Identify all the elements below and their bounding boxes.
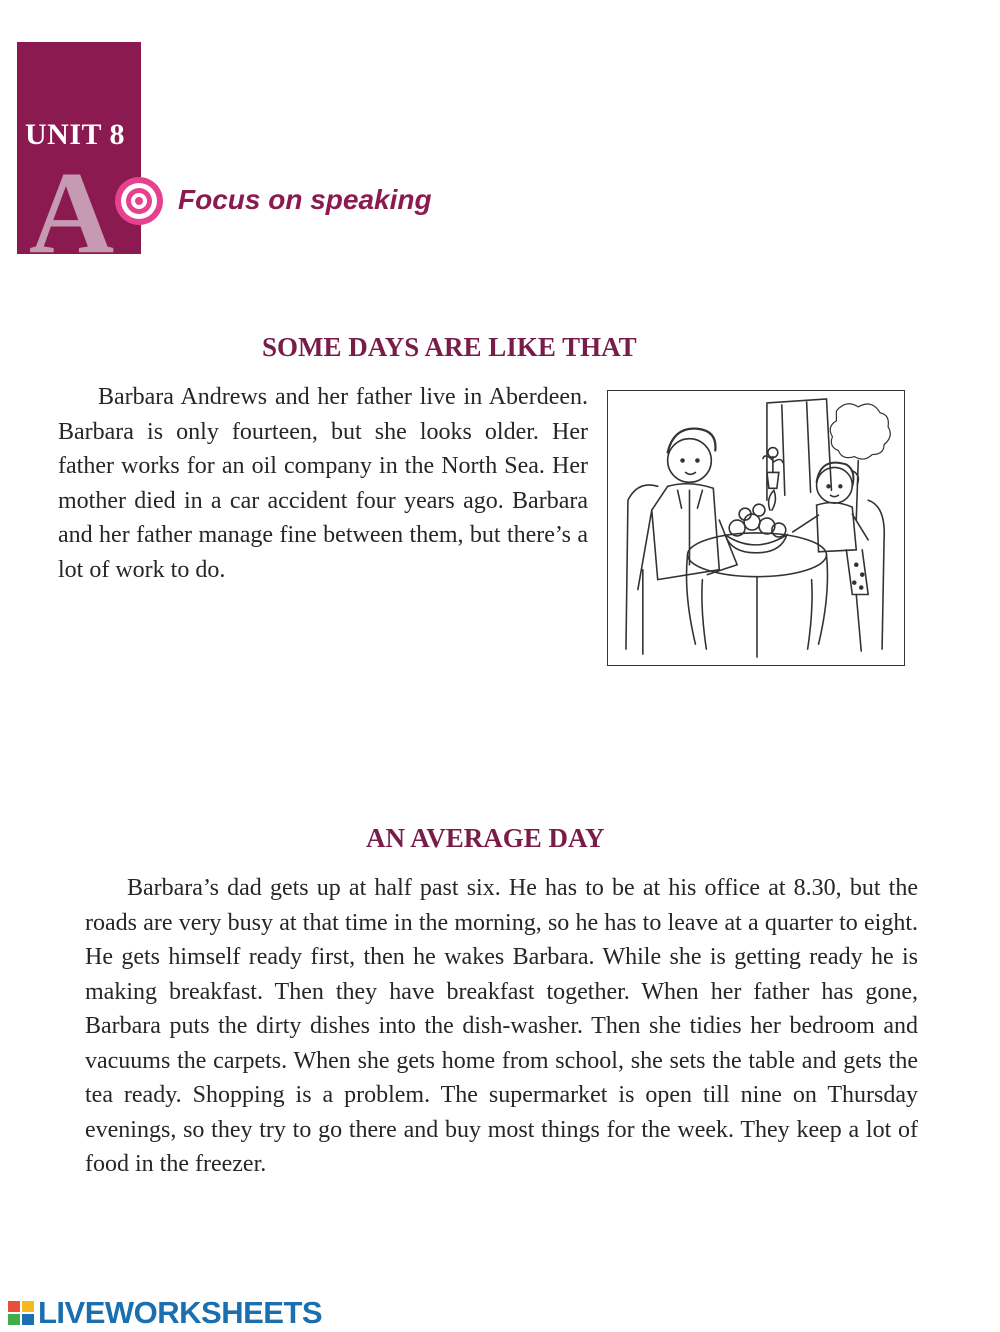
illustration-father-daughter <box>607 390 905 666</box>
intro-paragraph: Barbara Andrews and her father live in Aberdeen. Barbara is only fourteen, but she looks older. Her father works for an oil company in the North Sea. Her mother died in a car accident four years ago. Barbara and her father manage fine between them, but there’s a lot of work to do. <box>58 384 588 583</box>
average-day-paragraph: Barbara’s dad gets up at half past six. He has to be at his office at 8.30, but the roads are very busy at that time in the morning, so he has to leave at a quarter to eight. He gets himself ready first, then he wakes Barbara. While she is getting ready he is making breakfast. Then they have breakfast together. When her father has gone, Barbara puts the dirty dishes into the dish-washer. Then she tidies her bedroom and vacuums the carpets. When she gets home from school, she sets the table and gets the tea ready. Shopping is a problem. The supermarket is open till nine on Thursday evenings, so they try to go there and buy most things for the week. They keep a lot of food in the freezer. <box>85 875 918 1177</box>
brand-logo <box>6 1295 322 1331</box>
section-title: AN AVERAGE DAY <box>366 823 605 853</box>
liveworksheets-logo-icon <box>6 1299 36 1327</box>
section-letter: A <box>29 147 115 254</box>
unit-label: UNIT 8 <box>25 118 125 151</box>
focus-label: Focus on speaking <box>178 184 432 215</box>
section-title: SOME DAYS ARE LIKE THAT <box>262 332 637 362</box>
brand-name: LIVEWORKSHEETS <box>38 1295 323 1330</box>
target-icon <box>113 175 165 227</box>
